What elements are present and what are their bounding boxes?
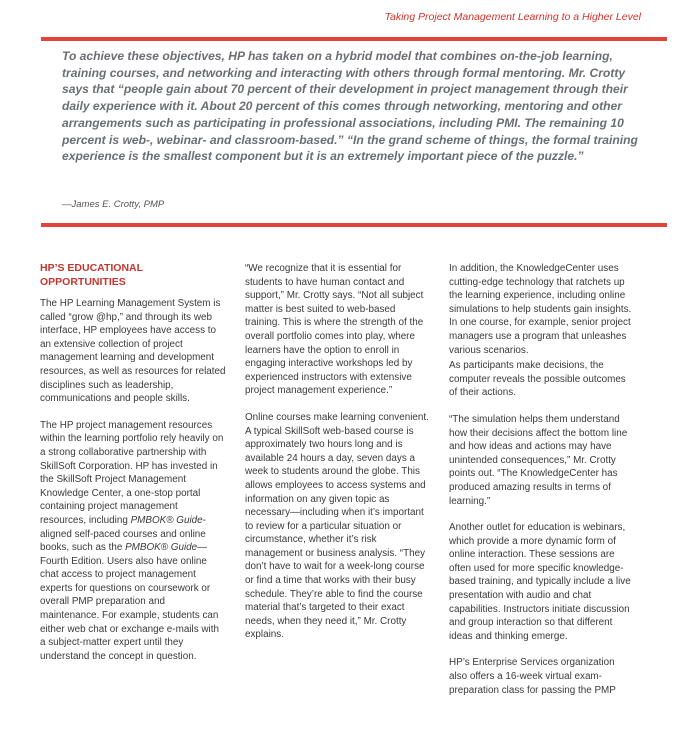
paragraph: Another outlet for education is webinars, which provide a more dynamic form of online interaction. These sessions are often used for more specific knowledge-based training, and typically include a live presentation with audio and chat capabilities. Instructors initiate discussion and group interaction so that different ideas and thinking emerge. [449, 522, 631, 642]
column-2 [245, 262, 431, 655]
pmbok-guide-title: PMBOK® Guide [125, 542, 198, 554]
paragraph: “We recognize that it is essential for students to have human contact and support,” Mr. Crotty says. “Not all subject matter is best suited to web-based training. This is where the strength of the overall portfolio comes into play, where learners have the option to enroll in engaging interactive workshops led by experienced instructors with extensive project management experience.” [245, 263, 424, 397]
pull-quote: To achieve these objectives, HP has taken on a hybrid model that combines on-the-job learning, training courses, and networking and interacting with others through formal mentoring. Mr. Crotty says that “people gain about 70 percent of their development in project management through their daily experience with it. About 20 percent of this comes through networking, mentoring and other arrangements such as participating in professional associations, including PMI. The remaining 10 percent is web-, webinar- and classroom-based.” “In the grand scheme of things, the formal training experience is the smallest component but it is an extremely important piece of the puzzle.” [62, 49, 638, 164]
running-head: Taking Project Management Learning to a Higher Level [384, 11, 641, 23]
pull-quote-top-rule [41, 37, 667, 41]
column-1 [40, 262, 226, 676]
paragraph: As participants make decisions, the computer reveals the possible outcomes of their actions. [449, 360, 626, 399]
column-3 [449, 262, 635, 710]
paragraph: Online courses make learning convenient. A typical SkillSoft web-based course is approximately two hours long and is available 24 hours a day, seven days a week to students around the globe. This allows employees to access systems and information on any given topic as necessary—including when it’s important to review for a particular situation or circumstance, whether it’s risk management or business analysis. “They don’t have to wait for a week-long course or find a time that works with their busy schedule. They’re able to find the course material that’s targeted to their exact needs, when they need it,” Mr. Crotty explains. [245, 411, 429, 641]
pull-quote-bottom-rule [41, 223, 667, 227]
text-run: —Fourth Edition. Users also have online chat access to project management experts for questions on coursework or overall PMP preparation and maintenance. For example, students can either web chat or exchange e-mails with a subject-matter expert until they understand the concept in question. [40, 542, 219, 662]
text-run: The HP project management resources within the learning portfolio rely heavily on a strong collaborative partnership with SkillSoft Corporation. HP has invested in the SkillSoft Project Management Knowledge Center, a one-stop portal containing project management resources, including [40, 419, 224, 526]
pmbok-guide-title: PMBOK® Guide [130, 514, 203, 526]
paragraph [40, 419, 226, 664]
pull-quote-attribution: —James E. Crotty, PMP [62, 199, 165, 210]
paragraph: HP’s Enterprise Services organization also offers a 16-week virtual exam-preparation class for passing the PMP [449, 657, 616, 696]
text-run: -aligned self-paced courses and online books, such as the [40, 514, 206, 554]
paragraph: The HP Learning Management System is called “grow @hp,” and through its web interface, HP employees have access to an extensive collection of project management learning and development resources, as well as resources for related disciplines such as leadership, communications and people skills. [40, 298, 226, 405]
paragraph: In addition, the KnowledgeCenter uses cutting-edge technology that ratchets up the learning experience, including online simulations to help students gain insights. In one course, for example, senior project managers use a program that unleashes various scenarios. [449, 263, 632, 356]
section-heading: HP’S EDUCATIONAL OPPORTUNITIES [40, 262, 143, 288]
paragraph: “The simulation helps them understand how their decisions affect the bottom line and how ideas and actions may have unintended consequences,” Mr. Crotty points out. “The KnowledgeCenter has produced amazing results in terms of learning.” [449, 413, 628, 507]
